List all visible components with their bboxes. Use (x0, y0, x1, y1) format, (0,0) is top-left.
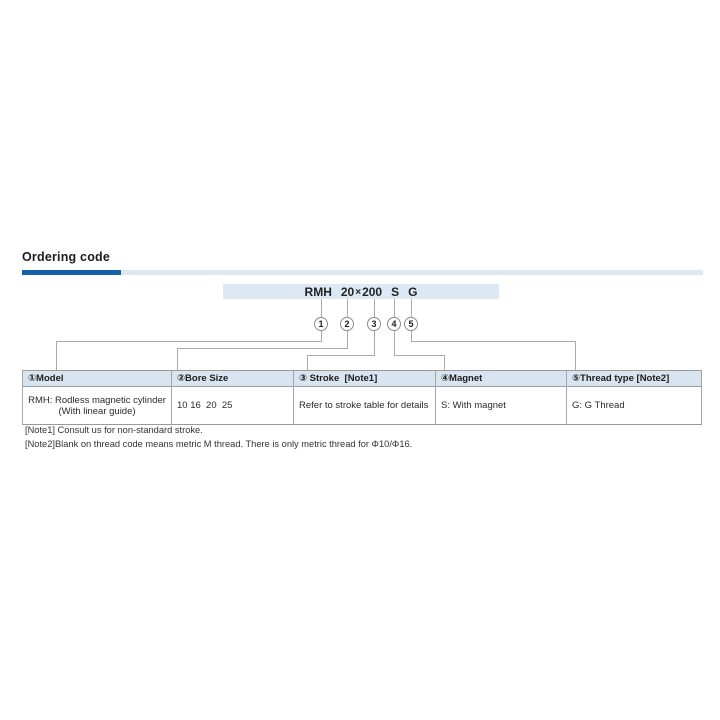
code-bore: 20 (340, 284, 355, 299)
connector-line-1 (56, 341, 57, 370)
callout-circle-1: 1 (314, 317, 328, 331)
code-magnet: S (391, 284, 400, 299)
connector-stub-4 (394, 299, 395, 317)
connector-stub-2 (347, 299, 348, 317)
connector-line-4 (394, 355, 445, 356)
table-row (22, 387, 702, 424)
connector-line-4 (444, 355, 445, 370)
connector-stub-3 (374, 299, 375, 317)
connector-line-3 (307, 355, 308, 370)
connector-line-2 (177, 348, 348, 349)
header-magnet: ④Magnet (436, 371, 567, 386)
connector-stub-5 (411, 299, 412, 317)
connector-line-4 (394, 331, 395, 355)
connector-line-3 (374, 331, 375, 355)
cell-stroke: Refer to stroke table for details (294, 387, 436, 424)
header-bore-size: ②Bore Size (172, 371, 294, 386)
header-thread-type: ⑤Thread type [Note2] (567, 371, 702, 386)
header-stroke: ③ Stroke [Note1] (294, 371, 436, 386)
code-stroke: 200 (362, 284, 383, 299)
section-title: Ordering code (22, 250, 111, 264)
callout-circle-3: 3 (367, 317, 381, 331)
connector-line-1 (321, 331, 322, 341)
multiply-symbol: × (355, 287, 362, 298)
footnotes (25, 424, 412, 451)
connector-line-3 (307, 355, 375, 356)
cell-model (22, 387, 172, 424)
ordering-code-table (22, 370, 702, 425)
connector-line-2 (347, 331, 348, 348)
code-model: RMH (304, 284, 332, 299)
model-line-1: RMH: Rodless magnetic cylinder (28, 394, 166, 406)
code-thread: G (408, 284, 418, 299)
table-header-row (22, 371, 702, 387)
note-2: [Note2]Blank on thread code means metric M thread. There is only metric thread for Φ10/Φ16. (25, 438, 413, 449)
ordering-code-box (223, 284, 499, 299)
cell-thread-type: G: G Thread (567, 387, 702, 424)
note-1: [Note1] Consult us for non-standard stroke. (25, 425, 203, 435)
callout-circle-2: 2 (340, 317, 354, 331)
connector-line-5 (411, 331, 412, 341)
model-line-2: (With linear guide) (58, 405, 136, 417)
connector-stub-1 (321, 299, 322, 317)
connector-line-2 (177, 348, 178, 370)
cell-magnet: S: With magnet (436, 387, 567, 424)
callout-circle-5: 5 (404, 317, 418, 331)
connector-line-1 (56, 341, 322, 342)
cell-bore-size: 10 16 20 25 (172, 387, 294, 424)
connector-line-5 (411, 341, 576, 342)
callout-circle-4: 4 (387, 317, 401, 331)
connector-line-5 (575, 341, 576, 370)
title-divider (22, 270, 703, 275)
header-model: ①Model (22, 371, 172, 386)
title-divider-accent (22, 270, 121, 275)
